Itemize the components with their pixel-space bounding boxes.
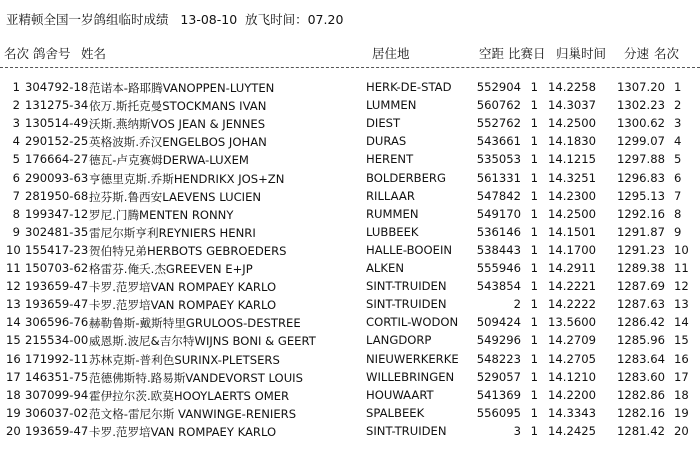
cell-no: 14 bbox=[6, 315, 21, 330]
cell-residence: HERK-DE-STAD bbox=[366, 80, 452, 94]
cell-ring: 155417-23 bbox=[25, 242, 89, 257]
cell-no: 3 bbox=[12, 116, 20, 131]
cell-distance: 560762 bbox=[476, 98, 521, 113]
cell-rank: 1 bbox=[674, 80, 682, 94]
cell-ring: 215534-00 bbox=[25, 333, 89, 348]
cell-no: 11 bbox=[6, 261, 21, 275]
cell-ring: 307099-94 bbox=[25, 387, 89, 402]
cell-count: 1 bbox=[530, 152, 538, 167]
cell-residence: SINT-TRUIDEN bbox=[366, 297, 447, 312]
header-ring: 鸽舍号 bbox=[33, 46, 71, 61]
cell-speed: 1299.07 bbox=[617, 134, 665, 149]
cell-ring: 171992-11 bbox=[25, 351, 89, 366]
cell-distance: 552904 bbox=[476, 80, 521, 94]
cell-count: 1 bbox=[530, 387, 538, 402]
cell-residence: RILLAAR bbox=[366, 188, 415, 203]
cell-name: 霍伊拉尔茨.欧莫HOOYLAERTS OMER bbox=[89, 388, 290, 403]
cell-rank: 20 bbox=[674, 423, 689, 438]
cell-count: 1 bbox=[530, 261, 538, 275]
cell-rank: 14 bbox=[674, 315, 689, 330]
cell-rank: 17 bbox=[674, 369, 689, 384]
cell-count: 1 bbox=[530, 134, 538, 149]
cell-time: 14.2500 bbox=[548, 116, 596, 131]
cell-count: 1 bbox=[530, 405, 538, 420]
cell-time: 14.1501 bbox=[548, 224, 596, 239]
cell-speed: 1283.64 bbox=[617, 351, 665, 366]
cell-speed: 1297.88 bbox=[617, 152, 665, 167]
cell-count: 1 bbox=[530, 297, 538, 312]
cell-no: 20 bbox=[6, 423, 21, 438]
cell-time: 14.2300 bbox=[548, 188, 596, 203]
cell-rank: 18 bbox=[674, 387, 689, 402]
cell-no: 16 bbox=[6, 351, 21, 366]
cell-rank: 13 bbox=[674, 297, 689, 312]
cell-no: 9 bbox=[12, 224, 20, 239]
cell-name: 沃斯.燕纳斯VOS JEAN & JENNES bbox=[89, 117, 266, 132]
cell-time: 14.2222 bbox=[548, 297, 596, 312]
table-row bbox=[0, 261, 700, 278]
cell-ring: 193659-47 bbox=[25, 279, 89, 294]
cell-count: 1 bbox=[530, 170, 538, 185]
cell-speed: 1286.42 bbox=[617, 315, 665, 330]
cell-speed: 1287.69 bbox=[617, 279, 665, 294]
cell-count: 1 bbox=[530, 279, 538, 294]
cell-residence: DIEST bbox=[366, 116, 401, 131]
table-row bbox=[0, 406, 700, 423]
cell-time: 14.1830 bbox=[548, 134, 596, 149]
cell-no: 6 bbox=[12, 170, 20, 185]
table-row bbox=[0, 152, 700, 169]
cell-distance: 509424 bbox=[476, 315, 521, 330]
cell-count: 1 bbox=[530, 98, 538, 113]
cell-residence: WILLEBRINGEN bbox=[366, 369, 455, 384]
cell-name: 卡罗.范罗培VAN ROMPAEY KARLO bbox=[89, 424, 277, 439]
cell-time: 14.1700 bbox=[548, 242, 596, 257]
cell-name: 亨德里克斯.乔斯HENDRIKX JOS+ZN bbox=[89, 171, 285, 186]
cell-speed: 1289.38 bbox=[617, 261, 665, 275]
cell-ring: 130514-49 bbox=[25, 116, 89, 131]
cell-no: 10 bbox=[6, 242, 21, 257]
cell-count: 1 bbox=[530, 242, 538, 257]
header-divider bbox=[0, 67, 700, 68]
cell-name: 雷尼尔斯亨利REYNIERS HENRI bbox=[89, 225, 256, 240]
cell-residence: RUMMEN bbox=[366, 206, 419, 221]
cell-time: 14.2258 bbox=[548, 80, 596, 94]
table-row bbox=[0, 171, 700, 188]
table-row bbox=[0, 98, 700, 115]
cell-ring: 150703-62 bbox=[25, 261, 89, 275]
cell-rank: 8 bbox=[674, 206, 682, 221]
page-title: 亚精顿全国一岁鸽组临时成绩 13-08-10 放飞时间：07.20 bbox=[6, 12, 344, 27]
cell-rank: 4 bbox=[674, 134, 682, 149]
cell-distance: 549296 bbox=[476, 333, 521, 348]
cell-name: 威恩斯.波尼&吉尔特WIJNS BONI & GEERT bbox=[89, 334, 316, 349]
cell-speed: 1282.16 bbox=[617, 405, 665, 420]
cell-no: 18 bbox=[6, 387, 21, 402]
cell-residence: SINT-TRUIDEN bbox=[366, 423, 447, 438]
cell-count: 1 bbox=[530, 116, 538, 131]
header-rank: 名次 bbox=[654, 46, 680, 61]
cell-time: 14.2221 bbox=[548, 279, 596, 294]
table-header bbox=[0, 44, 700, 64]
cell-speed: 1296.83 bbox=[617, 170, 665, 185]
cell-ring: 302481-35 bbox=[25, 224, 89, 239]
table-row bbox=[0, 352, 700, 369]
cell-no: 5 bbox=[12, 152, 20, 167]
table-row bbox=[0, 297, 700, 314]
cell-rank: 10 bbox=[674, 242, 689, 257]
cell-distance: 3 bbox=[513, 423, 521, 438]
cell-ring: 290093-63 bbox=[25, 170, 89, 185]
cell-speed: 1292.16 bbox=[617, 206, 665, 221]
cell-rank: 6 bbox=[674, 170, 682, 185]
table-row bbox=[0, 243, 700, 260]
cell-distance: 535053 bbox=[476, 152, 521, 167]
cell-name: 苏林克斯-普利色SURINX-PLETSERS bbox=[89, 352, 280, 367]
cell-rank: 16 bbox=[674, 351, 689, 366]
cell-time: 14.2500 bbox=[548, 206, 596, 221]
cell-ring: 290152-25 bbox=[25, 134, 89, 149]
cell-rank: 7 bbox=[674, 188, 682, 203]
cell-time: 14.1215 bbox=[548, 152, 596, 167]
cell-count: 1 bbox=[530, 423, 538, 438]
table-row bbox=[0, 134, 700, 151]
cell-count: 1 bbox=[530, 224, 538, 239]
cell-residence: HERENT bbox=[366, 152, 414, 167]
table-row bbox=[0, 279, 700, 296]
cell-distance: 548223 bbox=[476, 351, 521, 366]
cell-no: 12 bbox=[6, 279, 21, 294]
cell-residence: SINT-TRUIDEN bbox=[366, 279, 447, 294]
cell-speed: 1291.87 bbox=[617, 224, 665, 239]
cell-distance: 555946 bbox=[476, 261, 521, 275]
table-row bbox=[0, 370, 700, 387]
cell-no: 7 bbox=[12, 188, 20, 203]
cell-name: 拉芬斯.鲁西安LAEVENS LUCIEN bbox=[89, 189, 262, 204]
cell-distance: 543854 bbox=[476, 279, 521, 294]
cell-count: 1 bbox=[530, 333, 538, 348]
cell-rank: 3 bbox=[674, 116, 682, 131]
cell-distance: 556095 bbox=[476, 405, 521, 420]
table-row bbox=[0, 388, 700, 405]
cell-no: 1 bbox=[12, 80, 20, 94]
cell-rank: 19 bbox=[674, 405, 689, 420]
cell-speed: 1302.23 bbox=[617, 98, 665, 113]
header-residence: 居住地 bbox=[372, 46, 410, 61]
cell-residence: NIEUWERKERKE bbox=[366, 351, 459, 366]
cell-distance: 2 bbox=[513, 297, 521, 312]
cell-rank: 9 bbox=[674, 224, 682, 239]
cell-name: 罗尼.门腾MENTEN RONNY bbox=[89, 207, 234, 222]
header-speed: 分速 bbox=[624, 46, 650, 61]
header-count: 比赛日 bbox=[508, 46, 546, 61]
cell-name: 卡罗.范罗培VAN ROMPAEY KARLO bbox=[89, 280, 277, 295]
cell-residence: BOLDERBERG bbox=[366, 170, 446, 185]
cell-name: 范文格-雷尼尔斯 VANWINGE-RENIERS bbox=[89, 406, 297, 421]
cell-distance: 561331 bbox=[476, 170, 521, 185]
cell-no: 2 bbox=[12, 98, 20, 113]
cell-speed: 1307.20 bbox=[617, 80, 665, 94]
cell-name: 格雷芬.俺夭.杰GREEVEN E+JP bbox=[89, 262, 253, 276]
table-row bbox=[0, 189, 700, 206]
cell-name: 依万.斯托克曼STOCKMANS IVAN bbox=[89, 99, 267, 114]
cell-no: 17 bbox=[6, 369, 21, 384]
cell-time: 14.3037 bbox=[548, 98, 596, 113]
cell-name: 贺伯特兄弟HERBOTS GEBROEDERS bbox=[89, 243, 287, 258]
cell-time: 14.2705 bbox=[548, 351, 596, 366]
cell-residence: SPALBEEK bbox=[366, 405, 425, 420]
cell-count: 1 bbox=[530, 80, 538, 94]
cell-name: 德瓦-卢克赛姆DERWA-LUXEM bbox=[89, 153, 249, 168]
cell-speed: 1281.42 bbox=[617, 423, 665, 438]
cell-speed: 1287.63 bbox=[617, 297, 665, 312]
cell-residence: ALKEN bbox=[366, 261, 404, 275]
cell-ring: 199347-12 bbox=[25, 206, 89, 221]
cell-name: 卡罗.范罗培VAN ROMPAEY KARLO bbox=[89, 298, 277, 313]
cell-residence: LUMMEN bbox=[366, 98, 417, 113]
cell-ring: 281950-68 bbox=[25, 188, 89, 203]
cell-name: 范德佛斯特.路易斯VANDEVORST LOUIS bbox=[89, 370, 303, 385]
table-row bbox=[0, 315, 700, 332]
table-row bbox=[0, 116, 700, 133]
cell-time: 14.2911 bbox=[548, 261, 596, 275]
cell-speed: 1283.60 bbox=[617, 369, 665, 384]
cell-no: 8 bbox=[12, 206, 20, 221]
cell-time: 14.3251 bbox=[548, 170, 596, 185]
cell-residence: LUBBEEK bbox=[366, 224, 419, 239]
cell-speed: 1285.96 bbox=[617, 333, 665, 348]
cell-time: 14.2709 bbox=[548, 333, 596, 348]
cell-distance: 541369 bbox=[476, 387, 521, 402]
cell-distance: 538443 bbox=[476, 242, 521, 257]
header-distance: 空距 bbox=[479, 46, 505, 61]
table-row bbox=[0, 225, 700, 242]
header-name: 姓名 bbox=[81, 46, 107, 61]
cell-distance: 543661 bbox=[476, 134, 521, 149]
cell-residence: LANGDORP bbox=[366, 333, 432, 348]
cell-residence: HOUWAART bbox=[366, 387, 434, 402]
cell-no: 13 bbox=[6, 297, 21, 312]
cell-name: 英格波斯.乔汉ENGELBOS JOHAN bbox=[89, 135, 267, 150]
cell-no: 15 bbox=[6, 333, 21, 348]
cell-ring: 176664-27 bbox=[25, 152, 89, 167]
cell-distance: 536146 bbox=[476, 224, 521, 239]
cell-speed: 1295.13 bbox=[617, 188, 665, 203]
cell-speed: 1300.62 bbox=[617, 116, 665, 131]
cell-speed: 1291.23 bbox=[617, 242, 665, 257]
header-time: 归巢时间 bbox=[556, 46, 607, 61]
cell-ring: 131275-34 bbox=[25, 98, 89, 113]
cell-count: 1 bbox=[530, 188, 538, 203]
cell-time: 14.1210 bbox=[548, 369, 596, 384]
cell-no: 4 bbox=[12, 134, 20, 149]
cell-distance: 547842 bbox=[476, 188, 521, 203]
cell-rank: 5 bbox=[674, 152, 682, 167]
cell-ring: 146351-75 bbox=[25, 369, 89, 384]
cell-count: 1 bbox=[530, 369, 538, 384]
cell-ring: 306596-76 bbox=[25, 315, 89, 330]
cell-residence: DURAS bbox=[366, 134, 407, 149]
cell-time: 13.5600 bbox=[548, 315, 596, 330]
cell-no: 19 bbox=[6, 405, 21, 420]
cell-time: 14.3343 bbox=[548, 405, 596, 420]
cell-distance: 529057 bbox=[476, 369, 521, 384]
table-row bbox=[0, 80, 700, 97]
cell-residence: HALLE-BOOEIN bbox=[366, 242, 453, 257]
cell-count: 1 bbox=[530, 206, 538, 221]
cell-count: 1 bbox=[530, 351, 538, 366]
table-row bbox=[0, 207, 700, 224]
cell-rank: 11 bbox=[674, 261, 689, 275]
table-row bbox=[0, 424, 700, 441]
cell-count: 1 bbox=[530, 315, 538, 330]
cell-name: 范诺本-路耶腾VANOPPEN-LUYTEN bbox=[89, 81, 275, 95]
cell-rank: 15 bbox=[674, 333, 689, 348]
cell-distance: 549170 bbox=[476, 206, 521, 221]
cell-ring: 193659-47 bbox=[25, 423, 89, 438]
cell-time: 14.2200 bbox=[548, 387, 596, 402]
cell-ring: 306037-02 bbox=[25, 405, 89, 420]
cell-distance: 552762 bbox=[476, 116, 521, 131]
header-no: 名次 bbox=[4, 46, 30, 61]
cell-ring: 304792-18 bbox=[25, 80, 89, 94]
table-row bbox=[0, 333, 700, 350]
cell-ring: 193659-47 bbox=[25, 297, 89, 312]
cell-residence: CORTIL-WODON bbox=[366, 315, 459, 330]
cell-rank: 2 bbox=[674, 98, 682, 113]
cell-name: 赫勒鲁斯-戴斯特里GRULOOS-DESTREE bbox=[89, 316, 301, 331]
cell-speed: 1282.86 bbox=[617, 387, 665, 402]
cell-time: 14.2425 bbox=[548, 423, 596, 438]
cell-rank: 12 bbox=[674, 279, 689, 294]
